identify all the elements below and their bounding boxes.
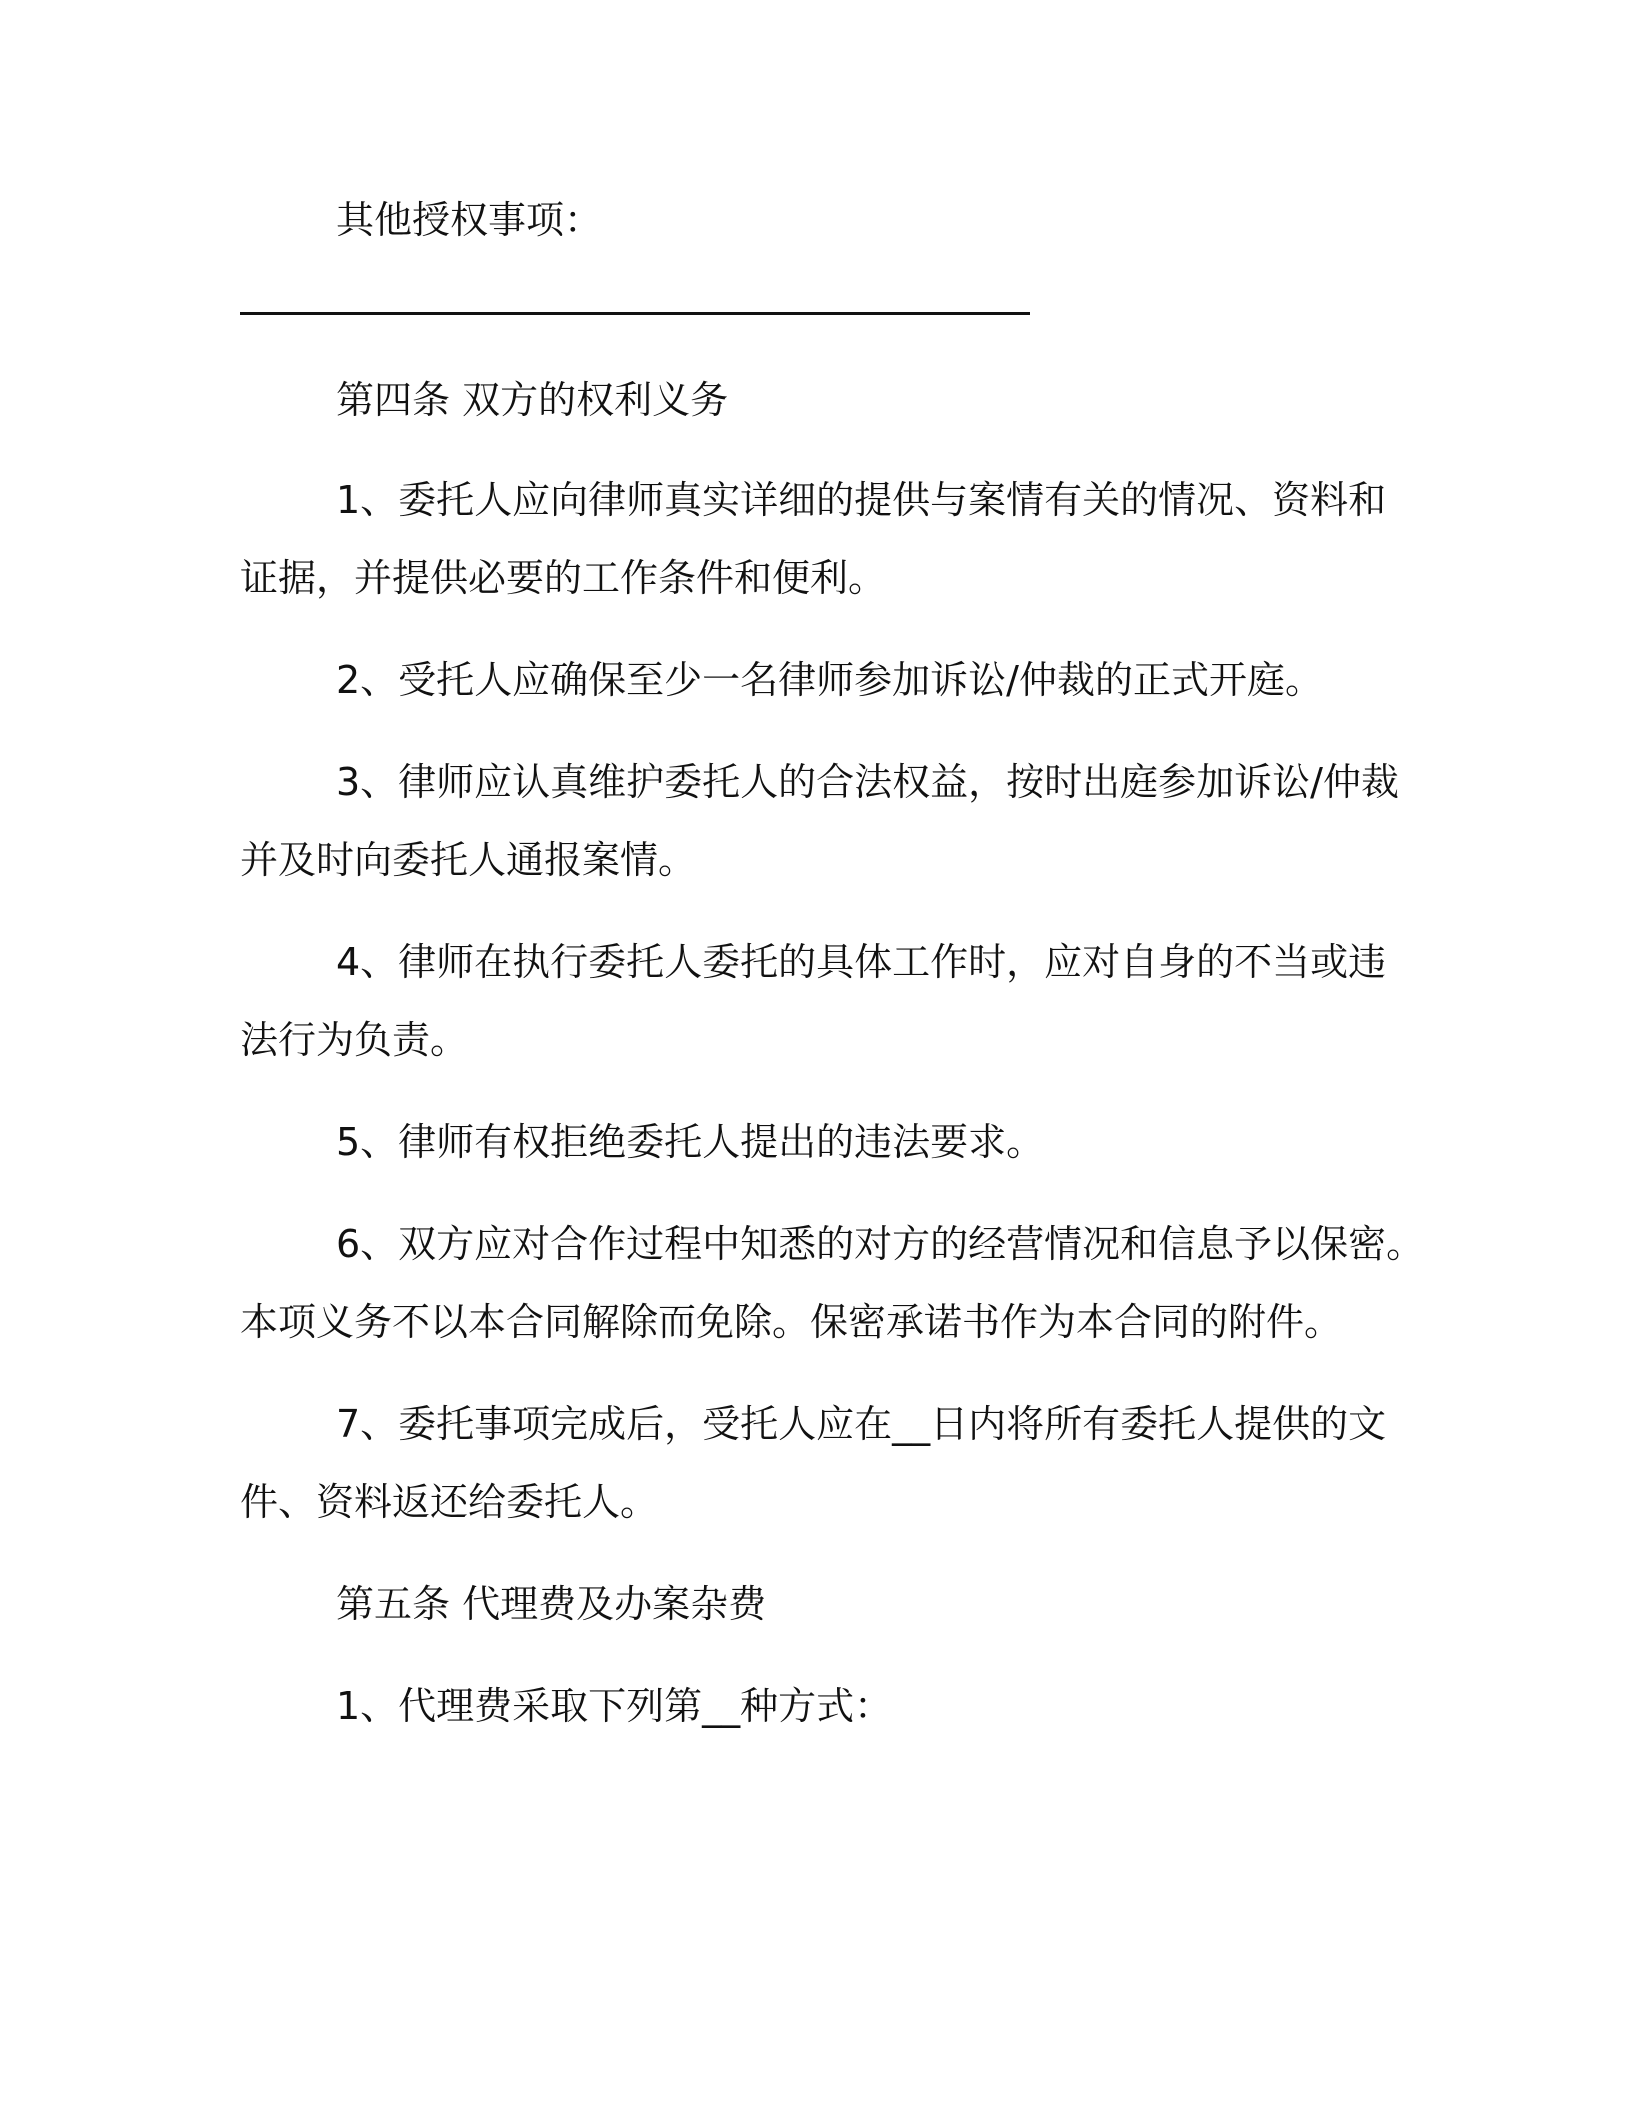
- article4-item1-line1: 1、委托人应向律师真实详细的提供与案情有关的情况、资料和: [336, 478, 1387, 522]
- article5-heading: 第五条 代理费及办案杂费: [336, 1582, 767, 1626]
- article4-item2-line1: 2、受托人应确保至少一名律师参加诉讼/仲裁的正式开庭。: [336, 658, 1323, 702]
- article4-item3-line2: 并及时向委托人通报案情。: [240, 838, 697, 882]
- article4-item6-line1: 6、双方应对合作过程中知悉的对方的经营情况和信息予以保密。: [336, 1222, 1425, 1266]
- other-matters-label: 其他授权事项：: [336, 198, 603, 242]
- article4-item4-line2: 法行为负责。: [240, 1018, 469, 1062]
- article4-item6-line2: 本项义务不以本合同解除而免除。保密承诺书作为本合同的附件。: [240, 1300, 1343, 1344]
- article4-item7-line2: 件、资料返还给委托人。: [240, 1480, 659, 1524]
- article4-heading: 第四条 双方的权利义务: [336, 378, 729, 422]
- article4-item1-line2: 证据，并提供必要的工作条件和便利。: [240, 556, 887, 600]
- fill-in-blank-line: [240, 312, 1030, 315]
- article4-item5-line1: 5、律师有权拒绝委托人提出的违法要求。: [336, 1120, 1045, 1164]
- article4-item3-line1: 3、律师应认真维护委托人的合法权益，按时出庭参加诉讼/仲裁: [336, 760, 1399, 804]
- article5-item1-line1: 1、代理费采取下列第__种方式：: [336, 1684, 893, 1728]
- article4-item7-line1: 7、委托事项完成后，受托人应在__日内将所有委托人提供的文: [336, 1402, 1387, 1446]
- article4-item4-line1: 4、律师在执行委托人委托的具体工作时，应对自身的不当或违: [336, 940, 1387, 984]
